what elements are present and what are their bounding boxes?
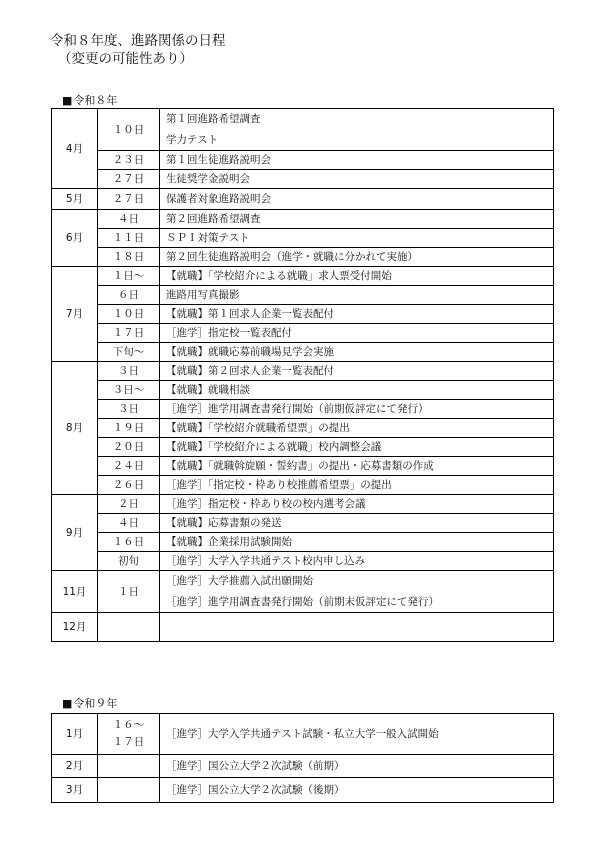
date-cell: １９日 <box>98 419 160 438</box>
event-cell: ［進学］国公立大学２次試験（前期） <box>160 755 554 778</box>
table-row <box>52 495 554 514</box>
event-cell: ＳＰＩ対策テスト <box>160 229 554 248</box>
date-cell: １日 <box>98 571 160 613</box>
table-row <box>52 514 554 533</box>
table-row <box>52 438 554 457</box>
date-cell: ４日 <box>98 514 160 533</box>
table-row <box>52 533 554 552</box>
date-cell: １０日 <box>98 305 160 324</box>
event-cell: 生徒奨学金説明会 <box>160 170 554 189</box>
table-row <box>52 189 554 210</box>
table-row <box>52 755 554 778</box>
event-cell: ［進学］国公立大学２次試験（後期） <box>160 778 554 803</box>
date-cell: ３日～ <box>98 381 160 400</box>
table-row <box>52 362 554 381</box>
event-cell <box>160 613 554 642</box>
section-label-text: 令和９年 <box>73 697 118 710</box>
table-row <box>52 109 554 151</box>
date-line: １７日 <box>112 736 145 748</box>
table-row <box>52 305 554 324</box>
month-cell: 7月 <box>52 267 98 362</box>
month-cell: 3月 <box>52 778 98 803</box>
table-row <box>52 248 554 267</box>
event-cell: 【就職】就職相談 <box>160 381 554 400</box>
table-row <box>52 613 554 642</box>
event-cell: 第１回生徒進路説明会 <box>160 151 554 170</box>
date-cell: ２７日 <box>98 189 160 210</box>
event-cell: 【就職】企業採用試験開始 <box>160 533 554 552</box>
event-line: 第１回進路希望調査 <box>166 113 261 125</box>
event-cell: 【就職】「就職斡旋願・誓約書」の提出・応募書類の作成 <box>160 457 554 476</box>
event-cell: 【就職】「学校紹介による就職」求人票受付開始 <box>160 267 554 286</box>
event-cell: ［進学］指定校一覧表配付 <box>160 324 554 343</box>
event-cell <box>160 109 554 151</box>
date-cell: １日～ <box>98 267 160 286</box>
date-cell: ６日 <box>98 286 160 305</box>
table-row <box>52 324 554 343</box>
event-cell: ［進学］指定校・枠あり校の校内選考会議 <box>160 495 554 514</box>
schedule-table-r8 <box>51 108 554 642</box>
table-row <box>52 400 554 419</box>
section-label-r9 <box>62 697 117 710</box>
event-cell: 【就職】応募書類の発送 <box>160 514 554 533</box>
date-cell <box>98 714 160 755</box>
date-cell: ２０日 <box>98 438 160 457</box>
event-line: ［進学］大学推薦入試出願開始 <box>166 575 313 587</box>
date-line: １６～ <box>112 719 145 731</box>
black-square-icon: ■ <box>62 94 73 107</box>
month-cell: 5月 <box>52 189 98 210</box>
date-cell: ２３日 <box>98 151 160 170</box>
month-cell: 1月 <box>52 714 98 755</box>
schedule-table-r9 <box>51 713 554 803</box>
event-cell: ［進学］「指定校・枠あり校推薦希望票」の提出 <box>160 476 554 495</box>
table-row <box>52 571 554 613</box>
table-row <box>52 778 554 803</box>
event-cell: 【就職】就職応募前職場見学会実施 <box>160 343 554 362</box>
month-cell: 2月 <box>52 755 98 778</box>
event-cell: 【就職】「学校紹介就職希望票」の提出 <box>160 419 554 438</box>
table-row <box>52 381 554 400</box>
date-cell <box>98 755 160 778</box>
section-label-r8 <box>62 94 117 107</box>
table-row <box>52 286 554 305</box>
event-line: 学力テスト <box>166 133 219 146</box>
event-cell: 進路用写真撮影 <box>160 286 554 305</box>
date-cell: ２６日 <box>98 476 160 495</box>
event-cell: 【就職】「学校紹介による就職」校内調整会議 <box>160 438 554 457</box>
table-row <box>52 714 554 755</box>
month-cell: 8月 <box>52 362 98 495</box>
date-cell: １０日 <box>98 109 160 151</box>
event-cell: 【就職】第１回求人企業一覧表配付 <box>160 305 554 324</box>
date-cell <box>98 613 160 642</box>
date-cell: 下旬～ <box>98 343 160 362</box>
table-row <box>52 151 554 170</box>
event-cell: 第２回進路希望調査 <box>160 210 554 229</box>
black-square-icon: ■ <box>62 697 73 710</box>
month-cell: 9月 <box>52 495 98 571</box>
date-cell <box>98 778 160 803</box>
table-row <box>52 476 554 495</box>
date-cell: ３日 <box>98 400 160 419</box>
event-cell <box>160 571 554 613</box>
date-cell: 初旬 <box>98 552 160 571</box>
month-cell: 12月 <box>52 613 98 642</box>
event-cell: ［進学］大学入学共通テスト試験・私立大学一般入試開始 <box>160 714 554 755</box>
event-cell: 保護者対象進路説明会 <box>160 189 554 210</box>
table-row <box>52 210 554 229</box>
table-row <box>52 419 554 438</box>
table-row <box>52 552 554 571</box>
event-cell: ［進学］進学用調査書発行開始（前期仮評定にて発行） <box>160 400 554 419</box>
page-title: 令和８年度、進路関係の日程 <box>50 33 226 49</box>
month-cell: 6月 <box>52 210 98 267</box>
page-subtitle: （変更の可能性あり） <box>58 51 193 67</box>
date-cell: １７日 <box>98 324 160 343</box>
date-cell: １８日 <box>98 248 160 267</box>
table-row <box>52 267 554 286</box>
event-cell: ［進学］大学入学共通テスト校内申し込み <box>160 552 554 571</box>
month-cell: 4月 <box>52 109 98 189</box>
table-row <box>52 343 554 362</box>
date-cell: １６日 <box>98 533 160 552</box>
event-cell: 第２回生徒進路説明会（進学・就職に分かれて実施） <box>160 248 554 267</box>
date-cell: １１日 <box>98 229 160 248</box>
date-cell: ４日 <box>98 210 160 229</box>
date-cell: ２日 <box>98 495 160 514</box>
date-cell: ２４日 <box>98 457 160 476</box>
month-cell: 11月 <box>52 571 98 613</box>
event-cell: 【就職】第２回求人企業一覧表配付 <box>160 362 554 381</box>
table-row <box>52 170 554 189</box>
section-label-text: 令和８年 <box>73 94 118 107</box>
table-row <box>52 229 554 248</box>
date-cell: ３日 <box>98 362 160 381</box>
table-row <box>52 457 554 476</box>
event-line: ［進学］進学用調査書発行開始（前期末仮評定にて発行） <box>166 595 439 608</box>
date-cell: ２７日 <box>98 170 160 189</box>
